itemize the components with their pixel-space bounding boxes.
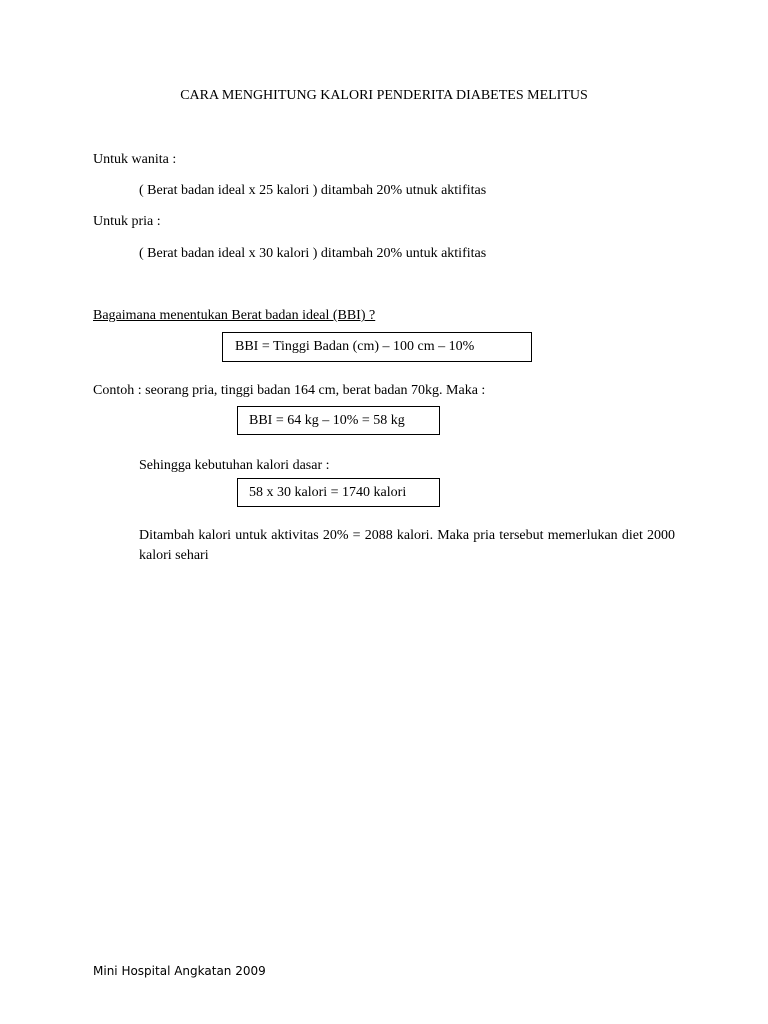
men-label: Untuk pria :: [93, 214, 161, 229]
basal-result-box: [237, 478, 440, 507]
basal-label: Sehingga kebutuhan kalori dasar :: [139, 458, 330, 473]
conclusion-paragraph: Ditambah kalori untuk aktivitas 20% = 2088 kalori. Maka pria tersebut memerlukan diet 2000 kalori sehari: [139, 528, 675, 563]
bbi-formula-box: [222, 332, 532, 362]
women-label: Untuk wanita :: [93, 152, 177, 167]
women-formula: ( Berat badan ideal x 25 kalori ) ditambah 20% utnuk aktifitas: [139, 183, 487, 198]
example-intro: Contoh : seorang pria, tinggi badan 164 cm, berat badan 70kg. Maka :: [93, 383, 486, 398]
footer: Mini Hospital Angkatan 2009: [93, 964, 266, 978]
bbi-question: Bagaimana menentukan Berat badan ideal (BBI) ?: [93, 308, 376, 323]
bbi-result: BBI = 64 kg – 10% = 58 kg: [249, 413, 405, 428]
page-title: CARA MENGHITUNG KALORI PENDERITA DIABETES MELITUS: [180, 88, 588, 103]
basal-result: 58 x 30 kalori = 1740 kalori: [249, 485, 407, 500]
bbi-formula: BBI = Tinggi Badan (cm) – 100 cm – 10%: [235, 339, 475, 354]
men-formula: ( Berat badan ideal x 30 kalori ) ditambah 20% untuk aktifitas: [139, 246, 487, 261]
bbi-result-box: [237, 406, 440, 435]
